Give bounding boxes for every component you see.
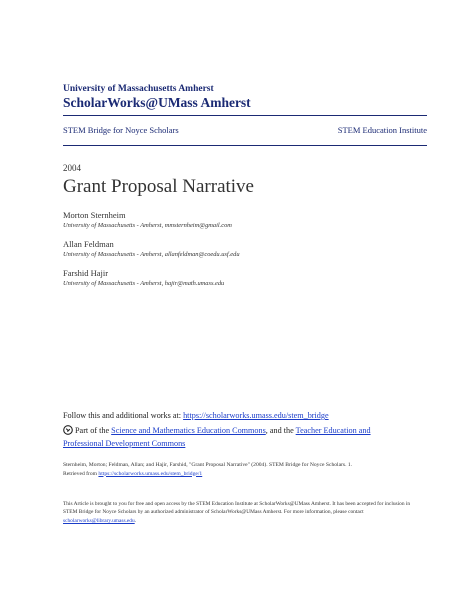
citation-text: Sternheim, Morton; Feldman, Allan; and Hajir, Farshid, "Grant Proposal Narrative" (2004). STEM Bridge for Noyce Scholars. 1. (63, 462, 353, 468)
part-of-prefix: Part of the (75, 426, 112, 435)
series-link-stem-institute[interactable]: STEM Education Institute (337, 125, 427, 135)
contact-email-link[interactable]: scholarworks@library.umass.edu (63, 517, 135, 524)
citation-link[interactable]: https://scholarworks.umass.edu/stem_bridge/1 (98, 470, 203, 477)
author-affiliation: University of Massachusetts - Amherst, hajir@math.umass.edu (63, 280, 225, 287)
notice-suffix: . (134, 517, 137, 524)
header-divider-top (63, 115, 427, 116)
part-of-middle: , and the (265, 426, 296, 435)
recommended-citation (63, 461, 413, 478)
access-notice (63, 500, 418, 525)
commons-link-science-math[interactable]: Science and Mathematics Education Commons (111, 426, 266, 435)
publication-year: 2004 (63, 163, 81, 173)
document-title: Grant Proposal Narrative (63, 176, 254, 197)
author-name: Allan Feldman (63, 239, 114, 249)
part-of-line (63, 425, 408, 449)
header-divider-bottom (63, 145, 427, 146)
follow-link[interactable]: https://scholarworks.umass.edu/stem_bridge (183, 411, 329, 420)
repository-name[interactable]: ScholarWorks@UMass Amherst (63, 95, 251, 110)
author-name: Morton Sternheim (63, 210, 126, 220)
author-affiliation: University of Massachusetts - Amherst, allanfeldman@coedu.usf.edu (63, 251, 240, 258)
series-link-stem-bridge[interactable]: STEM Bridge for Noyce Scholars (63, 125, 179, 135)
author-name: Farshid Hajir (63, 268, 109, 278)
follow-line (63, 411, 329, 420)
author-affiliation: University of Massachusetts - Amherst, mmsternheim@gmail.com (63, 222, 232, 229)
commons-link-teacher-education[interactable]: Teacher Education and Professional Development Commons (63, 426, 371, 448)
follow-prefix: Follow this and additional works at: (63, 411, 184, 420)
notice-text: This Article is brought to you for free and open access by the STEM Education Institute at ScholarWorks@UMass Amherst. It has been accepted for inclusion in STEM Bridge for Noyce Scholars by an authorized administrator of ScholarWorks@UMass Amherst. For more information, please contact (63, 501, 411, 516)
creative-commons-icon (63, 425, 73, 438)
institution-name: University of Massachusetts Amherst (63, 84, 214, 94)
citation-retrieved-prefix: Retrieved from (63, 470, 99, 477)
